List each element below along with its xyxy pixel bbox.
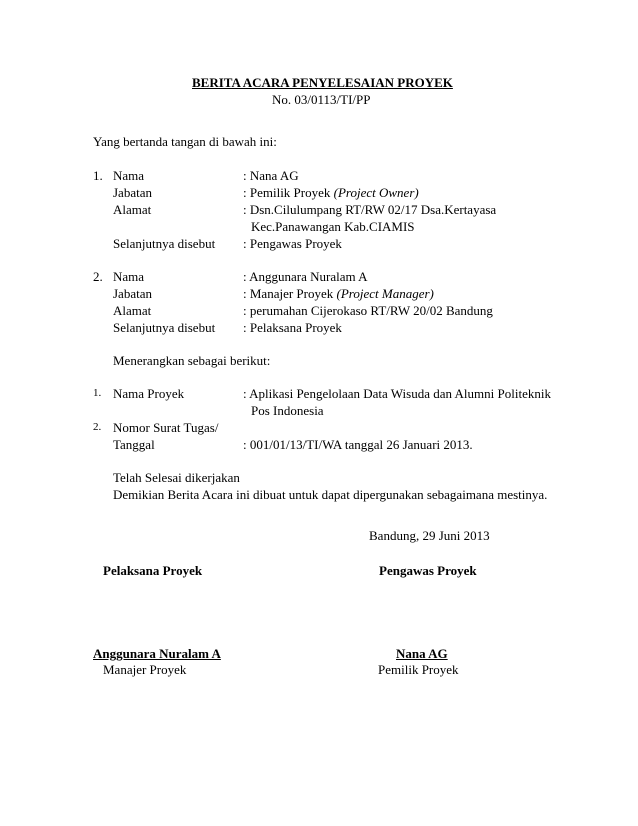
sign-left-title: Manajer Proyek [103, 662, 187, 677]
item2-label-line2: Tanggal [113, 437, 155, 452]
sign-right-name: Nana AG [396, 646, 448, 661]
party2-jabatan-text: : Manajer Proyek [243, 286, 337, 301]
party1-jabatan-label: Jabatan [113, 185, 152, 200]
item2-value: : 001/01/13/TI/WA tanggal 26 Januari 2013. [243, 437, 473, 452]
item1-value-line1: : Aplikasi Pengelolaan Data Wisuda dan Alumni Politeknik [243, 386, 551, 401]
party2-alamat-label: Alamat [113, 303, 152, 318]
document-number: No. 03/0113/TI/PP [272, 92, 371, 107]
closing-line1: Telah Selesai dikerjakan [113, 470, 240, 485]
party2-alamat-value: : perumahan Cijerokaso RT/RW 20/02 Bandung [243, 303, 493, 318]
party1-nama-label: Nama [113, 168, 145, 183]
party1-jabatan-italic: (Project Owner) [333, 185, 419, 200]
item1-label: Nama Proyek [113, 386, 185, 401]
party1-jabatan-value [243, 184, 419, 201]
party1-alamat-value-line1: : Dsn.Cilulumpang RT/RW 02/17 Dsa.Kertayasa [243, 202, 497, 217]
sign-left-role: Pelaksana Proyek [103, 563, 203, 578]
sign-right-role: Pengawas Proyek [379, 563, 477, 578]
party2-nama-value: : Anggunara Nuralam A [243, 269, 368, 284]
party1-disebut-label: Selanjutnya disebut [113, 236, 216, 251]
closing-line2: Demikian Berita Acara ini dibuat untuk dapat dipergunakan sebagaimana mestinya. [113, 487, 548, 502]
sign-left-name: Anggunara Nuralam A [93, 646, 221, 661]
intro-text: Yang bertanda tangan di bawah ini: [93, 134, 277, 149]
item2-label-line1: Nomor Surat Tugas/ [113, 420, 219, 435]
party1-jabatan-text: : Pemilik Proyek [243, 185, 334, 200]
party2-disebut-value: : Pelaksana Proyek [243, 320, 342, 335]
sign-right-title: Pemilik Proyek [378, 662, 459, 677]
document-title: BERITA ACARA PENYELESAIAN PROYEK [192, 75, 453, 90]
party2-jabatan-label: Jabatan [113, 286, 152, 301]
party1-number: 1. [93, 168, 103, 183]
party2-jabatan-italic: (Project Manager) [336, 286, 434, 301]
party2-disebut-label: Selanjutnya disebut [113, 320, 216, 335]
item1-value-line2: Pos Indonesia [251, 403, 324, 418]
party1-alamat-value-line2: Kec.Panawangan Kab.CIAMIS [251, 219, 415, 234]
item1-number: 1. [93, 387, 102, 399]
party1-alamat-label: Alamat [113, 202, 152, 217]
party2-number: 2. [93, 269, 103, 284]
item2-number: 2. [93, 421, 102, 433]
party1-disebut-value: : Pengawas Proyek [243, 236, 342, 251]
place-date: Bandung, 29 Juni 2013 [369, 528, 490, 543]
menerangkan-text: Menerangkan sebagai berikut: [113, 353, 271, 368]
party2-jabatan-value [243, 285, 434, 302]
party2-nama-label: Nama [113, 269, 145, 284]
party1-nama-value: : Nana AG [243, 168, 299, 183]
